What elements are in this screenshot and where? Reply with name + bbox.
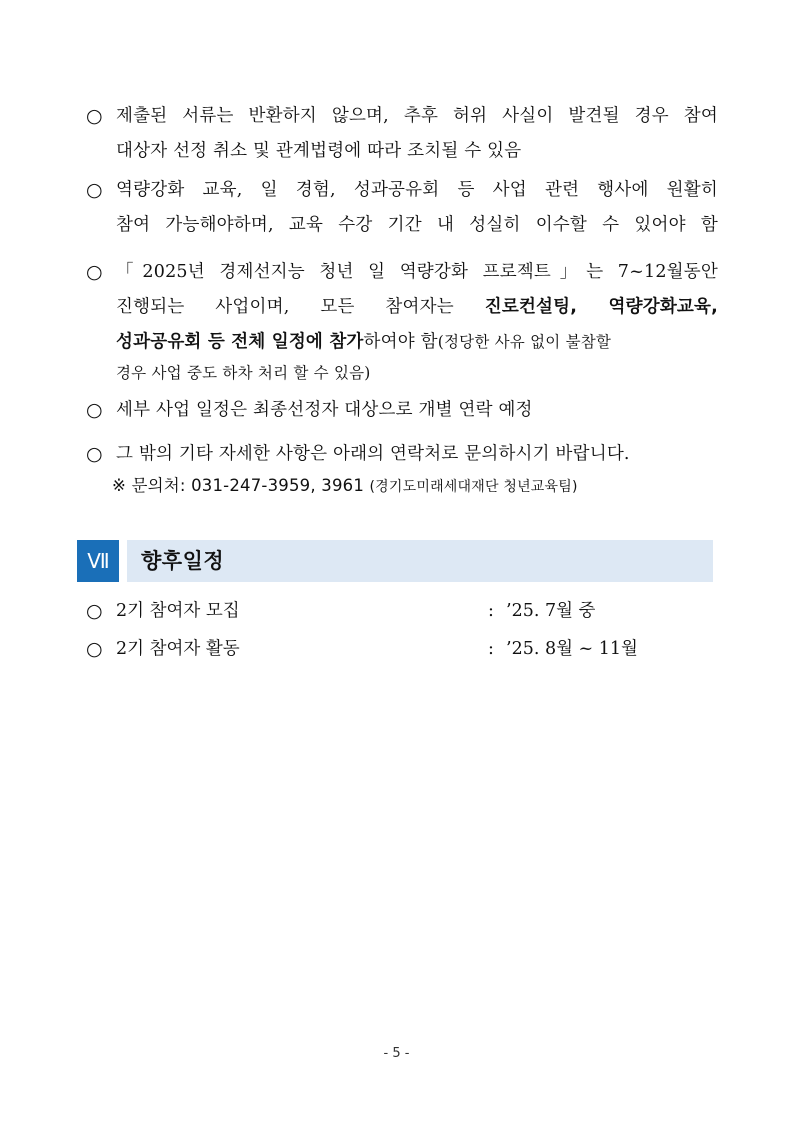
notice-item-2 — [86, 173, 718, 243]
circle-bullet-icon: ○ — [86, 261, 103, 283]
notice-item-3-line-3 — [86, 325, 718, 360]
schedule-label: 2기 참여자 모집 — [116, 601, 240, 621]
schedule-separator: : — [488, 601, 494, 621]
schedule-date: ’25. 7월 중 — [506, 601, 596, 621]
contact-phone: ※ 문의처: 031-247-3959, 3961 — [112, 476, 370, 495]
notice-item-2-line-1: 역량강화 교육, 일 경험, 성과공유회 등 사업 관련 행사에 원활히 — [116, 180, 718, 200]
circle-bullet-icon: ○ — [86, 638, 103, 660]
page-number: - 5 - — [383, 1046, 410, 1061]
notice-item-3-line-1: 「2025년 경제선지능 청년 일 역량강화 프로젝트」는 7~12월동안 — [116, 262, 718, 282]
notice-item-1-line-2: 대상자 선정 취소 및 관계법령에 따라 조치될 수 있음 — [116, 141, 522, 161]
notice-item-1-line-1: 제출된 서류는 반환하지 않으며, 추후 허위 사실이 발견될 경우 참여 — [116, 106, 718, 126]
notice-item-5 — [86, 437, 718, 501]
circle-bullet-icon: ○ — [86, 399, 103, 421]
circle-bullet-icon: ○ — [86, 600, 103, 622]
notice-item-4-line-1: 세부 사업 일정은 최종선정자 대상으로 개별 연락 예정 — [116, 400, 533, 420]
contact-info — [86, 472, 718, 501]
notice-item-1 — [86, 99, 718, 169]
notice-item-3-line-3-note: (정당한 사유 없이 불참할 — [437, 333, 612, 351]
section-title: 향후일정 — [141, 549, 225, 573]
notice-item-3-line-2-text: 진행되는 사업이며, 모든 참여자는 — [116, 297, 485, 317]
circle-bullet-icon: ○ — [86, 443, 103, 465]
notice-item-5-line-1: 그 밖의 기타 자세한 사항은 아래의 연락처로 문의하시기 바랍니다. — [116, 444, 630, 464]
notice-item-3-line-2-emphasis: 진로컨설팅, 역량강화교육, — [484, 297, 718, 317]
notice-item-3-line-3-text: 하여야 함 — [363, 332, 438, 352]
notice-item-2-line-2: 참여 가능해야하며, 교육 수강 기간 내 성실히 이수할 수 있어야 함 — [116, 215, 718, 235]
notice-item-3-line-3-emphasis: 성과공유회 등 전체 일정에 참가 — [116, 332, 364, 352]
notice-item-3-line-2 — [86, 290, 718, 325]
schedule-date: ’25. 8월 ~ 11월 — [506, 639, 638, 659]
section-header — [77, 540, 713, 582]
section-number: Ⅶ — [77, 540, 119, 582]
contact-organization: (경기도미래세대재단 청년교육팀) — [369, 479, 578, 495]
notice-item-3 — [86, 255, 718, 386]
notice-item-3-line-4: 경우 사업 중도 하차 처리 할 수 있음) — [116, 364, 371, 382]
section-title-bar — [127, 540, 713, 582]
schedule-label: 2기 참여자 활동 — [116, 639, 240, 659]
circle-bullet-icon: ○ — [86, 105, 103, 127]
notice-item-4 — [86, 393, 718, 428]
circle-bullet-icon: ○ — [86, 179, 103, 201]
schedule-separator: : — [488, 639, 494, 659]
